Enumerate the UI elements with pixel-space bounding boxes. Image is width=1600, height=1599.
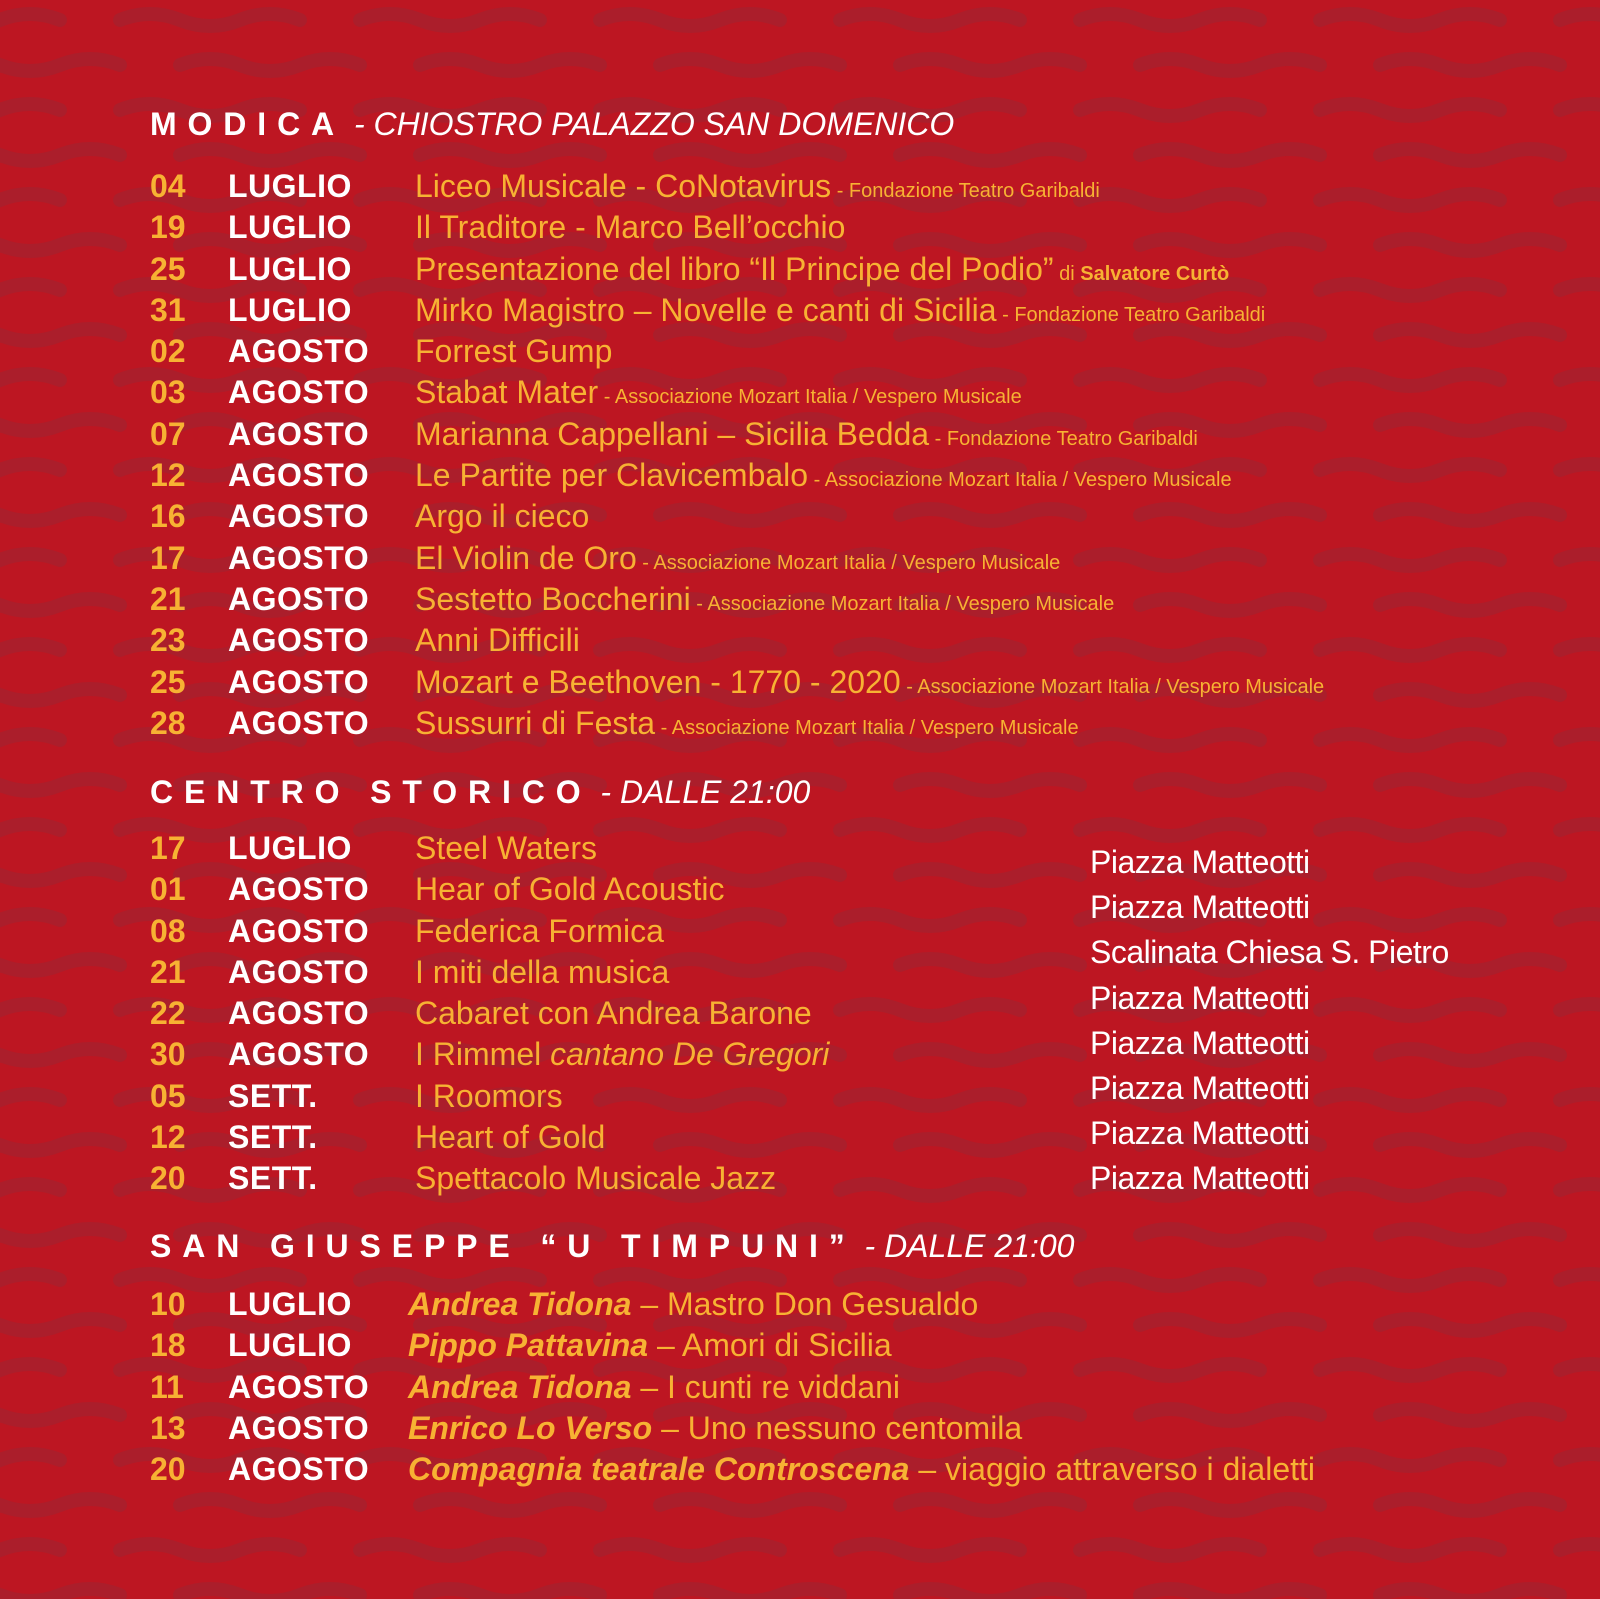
event-organizer: - Fondazione Teatro Garibaldi — [831, 180, 1100, 202]
event-month: AGOSTO — [228, 622, 370, 659]
wave-mark — [0, 734, 60, 746]
wave-mark — [0, 869, 120, 881]
event-month: AGOSTO — [228, 953, 370, 990]
event-day: 25 — [150, 250, 186, 287]
wave-mark — [0, 239, 120, 251]
event-day: 07 — [150, 415, 186, 452]
section-heading-separator: - — [591, 774, 620, 810]
section-heading-san-giuseppe — [150, 1226, 1074, 1266]
section-heading-separator: - — [345, 106, 374, 142]
event-title-text: Stabat Mater — [415, 374, 599, 411]
event-day: 12 — [150, 457, 186, 494]
event-title-text: Spettacolo Musicale Jazz — [415, 1160, 777, 1197]
event-month: AGOSTO — [228, 539, 370, 576]
wave-mark — [0, 1454, 60, 1466]
wave-mark — [0, 1499, 120, 1511]
event-venue: Piazza Matteotti — [1090, 889, 1310, 926]
event-title — [408, 1284, 978, 1325]
event-title — [415, 290, 1265, 336]
event-month: AGOSTO — [228, 498, 370, 535]
wave-mark — [0, 104, 60, 116]
event-title — [415, 414, 1198, 460]
centro-storico-venue-list — [1090, 840, 1449, 1202]
event-day: 20 — [150, 1451, 186, 1488]
event-day: 28 — [150, 704, 186, 741]
event-day: 18 — [150, 1327, 186, 1364]
event-title-text: Hear of Gold Acoustic — [415, 871, 725, 908]
event-title-text: Heart of Gold — [415, 1119, 606, 1156]
event-venue: Piazza Matteotti — [1090, 1115, 1310, 1152]
event-title-italic: cantano De Gregori — [550, 1036, 830, 1073]
wave-mark — [0, 1319, 120, 1331]
event-day: 03 — [150, 374, 186, 411]
event-month: LUGLIO — [228, 830, 352, 866]
wave-mark — [0, 1184, 60, 1196]
event-organizer: - Associazione Mozart Italia / Vespero Musicale — [655, 716, 1079, 739]
event-title-text: Presentazione del libro “Il Principe del Podio” — [415, 250, 1054, 287]
event-day: 23 — [150, 622, 186, 659]
event-organizer: di — [1053, 262, 1081, 285]
event-title-text: Sestetto Boccherini — [415, 580, 691, 617]
event-organizer: - Associazione Mozart Italia / Vespero Musicale — [690, 592, 1115, 615]
event-title-text: Federica Formica — [415, 912, 664, 949]
wave-mark — [0, 1049, 120, 1061]
event-title — [415, 249, 1229, 295]
event-day: 10 — [150, 1286, 186, 1322]
event-title-text: Steel Waters — [415, 830, 597, 866]
event-title-text: Forrest Gump — [415, 333, 613, 370]
event-title — [415, 538, 1060, 584]
wave-mark — [0, 1274, 60, 1286]
event-title — [415, 703, 1079, 749]
event-day: 12 — [150, 1119, 186, 1156]
event-title-text: Marianna Cappellani – Sicilia Bedda — [415, 415, 930, 452]
event-month: LUGLIO — [228, 209, 352, 246]
event-performer: Andrea Tidona — [408, 1286, 632, 1322]
event-month: AGOSTO — [228, 1036, 370, 1073]
event-venue: Piazza Matteotti — [1090, 1160, 1310, 1197]
event-title — [415, 620, 580, 661]
event-title-text: I Roomors — [415, 1077, 563, 1114]
wave-mark — [0, 1229, 120, 1241]
event-title — [415, 662, 1324, 708]
wave-mark — [0, 1544, 60, 1556]
event-day: 13 — [150, 1409, 186, 1446]
wave-mark — [0, 689, 120, 701]
event-title — [408, 1367, 900, 1408]
wave-mark — [0, 554, 60, 566]
event-title — [415, 1034, 829, 1075]
wave-mark — [0, 464, 60, 476]
wave-mark — [0, 824, 60, 836]
wave-mark — [0, 194, 60, 206]
event-month: SETT. — [228, 1119, 318, 1156]
wave-mark — [0, 779, 120, 791]
event-organizer: - Associazione Mozart Italia / Vespero Musicale — [808, 469, 1232, 492]
wave-mark — [0, 284, 60, 296]
event-month: AGOSTO — [228, 912, 370, 949]
event-title-text: Il Traditore - Marco Bell’occhio — [415, 209, 846, 246]
event-title — [415, 331, 612, 372]
event-title-text: El Violin de Oro — [415, 539, 637, 576]
event-title-text: Le Partite per Clavicembalo — [415, 457, 809, 494]
event-month: AGOSTO — [228, 663, 370, 700]
event-venue: Piazza Matteotti — [1090, 844, 1310, 880]
event-title — [415, 869, 724, 910]
event-author: Salvatore Curtò — [1080, 262, 1230, 285]
event-title — [408, 1408, 1022, 1449]
event-title — [415, 952, 669, 993]
event-title-text: Mozart e Beethoven - 1770 - 2020 — [415, 663, 901, 700]
event-performer: Enrico Lo Verso — [408, 1409, 653, 1446]
wave-mark — [0, 419, 120, 431]
event-play: – Mastro Don Gesualdo — [631, 1286, 979, 1322]
wave-mark — [0, 374, 60, 386]
event-title — [415, 496, 589, 537]
event-play: – Uno nessuno centomila — [652, 1409, 1023, 1446]
event-day: 22 — [150, 995, 186, 1032]
section-subheading: DALLE 21:00 — [619, 774, 811, 810]
event-day: 20 — [150, 1160, 186, 1197]
event-title-text: Liceo Musicale - CoNotavirus — [415, 168, 832, 204]
event-performer: Pippo Pattavina — [408, 1327, 649, 1364]
event-venue: Piazza Matteotti — [1090, 979, 1310, 1016]
event-organizer: - Fondazione Teatro Garibaldi — [996, 303, 1266, 326]
wave-mark — [0, 149, 120, 161]
event-day: 31 — [150, 291, 186, 328]
event-day: 04 — [150, 168, 186, 204]
event-title — [415, 455, 1232, 501]
event-day: 01 — [150, 871, 186, 908]
event-month: LUGLIO — [228, 168, 352, 204]
wave-mark — [0, 1094, 60, 1106]
event-organizer: - Associazione Mozart Italia / Vespero Musicale — [900, 675, 1325, 698]
wave-mark — [0, 1004, 60, 1016]
event-month: AGOSTO — [228, 333, 370, 370]
event-month: AGOSTO — [228, 871, 370, 908]
section-subheading: CHIOSTRO PALAZZO SAN DOMENICO — [373, 106, 955, 142]
section-heading-main: MODICA — [150, 106, 346, 142]
event-title-text: I miti della musica — [415, 953, 670, 990]
wave-mark — [0, 1364, 60, 1376]
event-day: 19 — [150, 209, 186, 246]
event-month: AGOSTO — [228, 995, 370, 1032]
event-day: 30 — [150, 1036, 186, 1073]
section-heading-main: CENTRO STORICO — [150, 774, 592, 810]
event-day: 08 — [150, 912, 186, 949]
event-month: AGOSTO — [228, 1368, 370, 1405]
wave-mark — [0, 14, 60, 26]
section-heading-modica — [150, 104, 954, 144]
event-performer: Compagnia teatrale Controscena — [408, 1451, 910, 1488]
wave-mark — [0, 1589, 120, 1599]
event-title-text: Argo il cieco — [415, 498, 590, 535]
wave-mark — [0, 329, 120, 341]
wave-mark — [0, 59, 120, 71]
event-month: LUGLIO — [228, 1327, 352, 1364]
event-title — [415, 1158, 776, 1199]
event-title-text: Sussurri di Festa — [415, 704, 656, 741]
event-venue: Scalinata Chiesa S. Pietro — [1090, 934, 1449, 971]
event-title-text: I Rimmel — [415, 1036, 551, 1073]
event-play: – Amori di Sicilia — [648, 1327, 892, 1364]
event-title-text: Mirko Magistro – Novelle e canti di Sicilia — [415, 291, 997, 328]
event-month: AGOSTO — [228, 457, 370, 494]
wave-mark — [0, 1409, 120, 1421]
event-title — [415, 207, 845, 248]
event-month: AGOSTO — [228, 1451, 370, 1488]
event-month: AGOSTO — [228, 704, 370, 741]
event-month: AGOSTO — [228, 580, 370, 617]
wave-mark — [0, 509, 120, 521]
section-heading-centro-storico — [150, 772, 810, 812]
event-title — [408, 1325, 892, 1366]
event-month: AGOSTO — [228, 415, 370, 452]
event-title-text: Cabaret con Andrea Barone — [415, 995, 812, 1032]
event-title — [415, 1076, 563, 1117]
wave-mark — [0, 959, 120, 971]
event-day: 05 — [150, 1077, 186, 1114]
event-day: 17 — [150, 830, 186, 866]
event-play: – I cunti re viddani — [631, 1368, 901, 1405]
event-day: 25 — [150, 663, 186, 700]
event-organizer: - Associazione Mozart Italia / Vespero Musicale — [598, 386, 1022, 409]
event-title — [415, 828, 597, 869]
event-title — [415, 1117, 605, 1158]
section-subheading: DALLE 21:00 — [884, 1228, 1075, 1264]
event-title — [408, 1449, 1315, 1490]
event-day: 21 — [150, 580, 186, 617]
event-venue: Piazza Matteotti — [1090, 1069, 1310, 1106]
event-organizer: - Associazione Mozart Italia / Vespero Musicale — [636, 551, 1061, 574]
event-venue: Piazza Matteotti — [1090, 1024, 1310, 1061]
wave-mark — [0, 914, 60, 926]
event-day: 11 — [150, 1368, 184, 1405]
event-month: LUGLIO — [228, 250, 352, 287]
wave-mark — [0, 1139, 120, 1151]
event-month: LUGLIO — [228, 291, 352, 328]
event-title — [415, 993, 812, 1034]
event-play: – viaggio attraverso i dialetti — [909, 1451, 1315, 1488]
event-title — [415, 911, 664, 952]
event-day: 17 — [150, 539, 186, 576]
event-title — [415, 166, 1100, 212]
event-month: SETT. — [228, 1077, 318, 1114]
event-month: AGOSTO — [228, 374, 370, 411]
event-title — [415, 372, 1022, 418]
wave-mark — [0, 599, 120, 611]
event-day: 16 — [150, 498, 186, 535]
event-day: 02 — [150, 333, 186, 370]
event-organizer: - Fondazione Teatro Garibaldi — [929, 427, 1198, 450]
event-day: 21 — [150, 953, 186, 990]
event-performer: Andrea Tidona — [408, 1368, 632, 1405]
event-title-text: Anni Difficili — [415, 622, 580, 659]
schedule-poster — [150, 0, 1580, 1599]
section-heading-separator: - — [855, 1228, 885, 1264]
event-month: SETT. — [228, 1160, 318, 1197]
event-month: LUGLIO — [228, 1286, 352, 1322]
section-heading-main: SAN GIUSEPPE “U TIMPUNI” — [150, 1228, 856, 1264]
wave-mark — [0, 644, 60, 656]
event-title — [415, 579, 1114, 625]
event-month: AGOSTO — [228, 1409, 370, 1446]
